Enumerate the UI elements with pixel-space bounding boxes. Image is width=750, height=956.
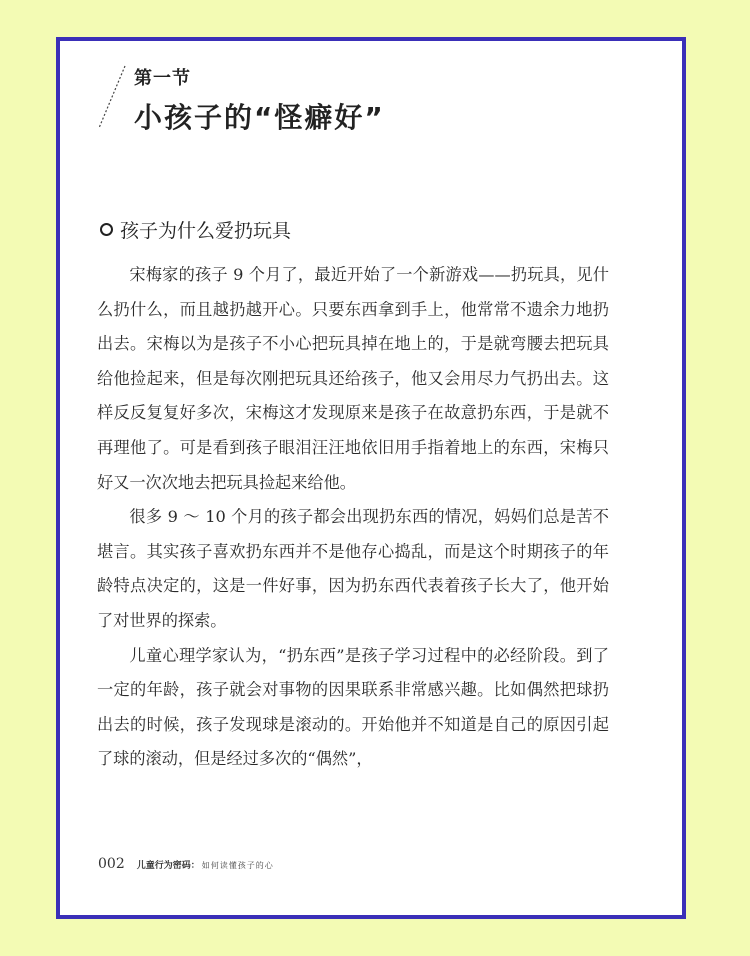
paragraph: 宋梅家的孩子 9 个月了，最近开始了一个新游戏——扔玩具，见什么扔什么，而且越扔越开心。只要东西拿到手上，他常常不遗余力地扔出去。宋梅以为是孩子不小心把玩具掉在地上的，于是就弯腰去把玩具给他捡起来，但是每次刚把玩具还给孩子，他又会用尽力气扔出去。这样反反复复好多次，宋梅这才发现原来是孩子在故意扔东西，于是就不再理他了。可是看到孩子眼泪汪汪地依旧用手指着地上的东西，宋梅只好又一次次地去把玩具捡起来给他。	[97, 265, 609, 492]
paragraph: 儿童心理学家认为，“扔东西”是孩子学习过程中的必经阶段。到了一定的年龄，孩子就会对事物的因果联系非常感兴趣。比如偶然把球扔出去的时候，孩子发现球是滚动的。开始他并不知道是自己的原因引起了球的滚动，但是经过多次的“偶然”，	[97, 645, 609, 769]
page-footer	[98, 856, 274, 872]
decorative-dotted-slash	[95, 64, 135, 130]
book-subtitle: 如何读懂孩子的心	[201, 861, 274, 870]
section-label: 第一节	[134, 68, 191, 89]
sub-heading-text: 孩子为什么爱扔玩具	[120, 220, 292, 242]
circle-bullet-icon	[100, 223, 113, 236]
sub-heading	[100, 216, 291, 243]
paragraph: 很多 9 ～ 10 个月的孩子都会出现扔东西的情况，妈妈们总是苦不堪言。其实孩子喜欢扔东西并不是他存心捣乱，而是这个时期孩子的年龄特点决定的，这是一件好事，因为扔东西代表着孩子长大了，他开始了对世界的探索。	[97, 507, 609, 630]
body-text	[97, 258, 609, 777]
chapter-title: 小孩子的“怪癖好”	[134, 101, 385, 134]
book-title: 儿童行为密码：	[136, 861, 200, 871]
page-number: 002	[98, 856, 125, 872]
